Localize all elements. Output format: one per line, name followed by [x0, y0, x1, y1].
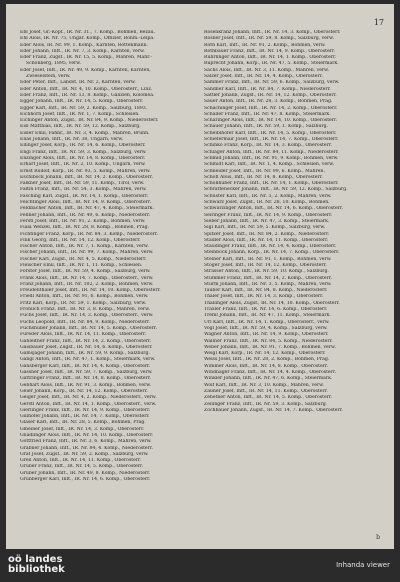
- list-item: Wolf Karl, Inft., IR. Nr. 3, 10. Komp., Mähren, verw.: [204, 382, 324, 388]
- list-item: Ellinger Josef, Korp., IR. Nr. 14, 6. Komp., Oberösterr.: [20, 143, 146, 149]
- list-item: Rosner Josef, Inft., IR. Nr. 59, 8. Komp., Salzburg, verw.: [204, 36, 335, 42]
- list-item: Scharinger Alois, Inft., IR. Nr. 14, 10. Komp., Oberösterr.: [204, 118, 338, 124]
- list-item: Forster Josef, Inft., IR. Nr. 59, 4. Komp., Salzburg, verw.: [20, 269, 151, 275]
- list-item: Ebl Josef, Gr.-Kopf., IR. Nr. 31., 7. Komp., Böhmen, Bezau.: [20, 30, 156, 35]
- list-item: Eichinger Anton, Zugsf., IR. Nr. 84, 9. Komp., Niederösterr.: [20, 118, 159, 124]
- right-column: [204, 30, 386, 414]
- logo-line-2: bibliothek: [8, 564, 65, 575]
- list-item: Zeilinger Franz, Inft., IR. Nr. 59, 3. Komp., Salzburg.: [204, 401, 328, 407]
- list-item: Eichhorn Josef, Inft., IR. Nr. 1, 7. Komp., Schlesien.: [20, 111, 140, 117]
- list-item: Schiefermair Josef, Inft., IR. Nr. 14, 7. Komp., Oberösterr.: [204, 137, 339, 143]
- list-item: Schmid Johann, Inft., IR. Nr. 91, 9. Komp., Böhmen, verw.: [204, 155, 339, 161]
- list-item: Schmidt Karl, Inft., IR. Nr. 1, 4. Komp., Schlesien, verw.: [204, 162, 335, 168]
- list-item: Gierlinger Franz, Inft., IR. Nr. 14, 9. Komp., Oberösterr.: [20, 407, 151, 413]
- list-item: Url Karl, Inft., IR. Nr. 14, 1. Komp., Oberösterr., verw.: [204, 319, 330, 325]
- list-item: Fuchshuber Johann, Inft., IR. Nr. 14, 5. Komp., Oberösterr.: [20, 325, 157, 331]
- list-item: Sandner Karl, Inft., IR. Nr. 84, 7. Komp., Niederösterr.: [204, 86, 331, 92]
- list-item: Eder Franz, Inft., IR. Nr. 13, 8. Komp., Galizien, Kolomea.: [20, 92, 155, 98]
- list-item: Fink Georg, Inft., IR. Nr. 14, 12. Komp., Oberösterr.: [20, 237, 141, 243]
- list-item: Schinko Franz, Korp., IR. Nr. 14, 3. Komp., Oberösterr.: [204, 143, 332, 149]
- list-item: Treml Johann, Inft., IR. Nr. 47, 11. Komp., Steiermark.: [204, 313, 331, 319]
- list-item: Wagner Anton, Inft., IR. Nr. 14, 9. Komp., Oberösterr.: [204, 332, 329, 338]
- list-item: Stadler Alois, Inft., IR. Nr. 14, 11. Komp., Oberösterr.: [204, 237, 329, 243]
- list-item: Wallner Franz, Inft., IR. Nr. 84, 5. Komp., Niederösterr.: [204, 338, 333, 344]
- left-column: [20, 30, 202, 483]
- list-item: Eder Franz, Zugsf., IR. Nr. 15, 5. Komp., Mähren, Mähr.-: [20, 55, 152, 61]
- list-item: Steinbock Johann, Korp., IR. Nr. 14, 7. Komp., Oberösterr.: [204, 250, 340, 256]
- list-item: Greil Anton, Inft., IR. Nr. 14, 11. Komp., Oberösterr.: [20, 458, 142, 464]
- list-item: Egger Johann, Inft., IR. Nr. 14, 5. Komp., Oberösterr.: [20, 99, 144, 105]
- list-item: Gahleitner Franz, Inft., IR. Nr. 14, 2. Komp., Oberösterr.: [20, 338, 152, 344]
- list-item: Sturm Johann, Inft., IR. Nr. 3, 5. Komp., Mähren, verw.: [204, 281, 332, 287]
- list-item: Faltin Franz, Inft., IR. Nr. 54, 3. Komp., Mähren, verw.: [20, 187, 147, 193]
- list-item: Enzinger Alois, Inft., IR. Nr. 14, 8. Komp., Oberösterr.: [20, 155, 146, 161]
- list-item: Friedl Anton, Inft., IR. Nr. 91, 6. Komp., Böhmen, verw.: [20, 294, 149, 300]
- logo-line-1: oö landes: [8, 554, 63, 565]
- list-item: Weber Johann, Inft., IR. Nr. 91, 7. Komp., Böhmen, verw.: [204, 344, 336, 350]
- list-item: Schaller Franz, Inft., IR. Nr. 47, 8. Komp., Steiermark.: [204, 111, 331, 117]
- list-item: Frank Alois, Inft., IR. Nr. 14, 7. Komp., Oberösterr., verw.: [20, 275, 154, 281]
- list-item: Sachs Alois, Inft., IR. Nr. 3, 11. Komp., Mähren, verw.: [204, 67, 329, 73]
- list-item: Fasching Karl, Zugsf., IR. Nr. 14, 1. Komp., Oberösterr.: [20, 193, 149, 199]
- list-item: Eder Johann, Inft., IR. Nr. 7, 3. Komp., Kärnten, verw.: [20, 48, 145, 54]
- list-item: Fröhlich Franz, Inft., IR. Nr. 3, 8. Komp., Mähren, verw.: [20, 307, 150, 313]
- list-item: Weiss Josef, Inft., IR. Nr. 28, 2. Komp., Böhmen, Prag.: [204, 357, 330, 363]
- list-item: Zöchbauer Johann, Zugsf., IR. Nr. 14, 7. Komp., Oberösterr.: [204, 407, 343, 413]
- page-number: 17: [373, 18, 384, 27]
- list-item: Rührlinger Anton, Inft., IR. Nr. 14, 1. Komp., Oberösterr.: [204, 55, 337, 61]
- list-item: Wimmer Alois, Inft., IR. Nr. 14, 8. Komp., Oberösterr.: [204, 363, 329, 369]
- list-item: Schrattenecker Johann, Inft., IR. Nr. 59, 12. Komp., Salzburg.: [204, 187, 348, 193]
- list-item: Schachinger Josef, Inft., IR. Nr. 14, 2. Komp., Oberösterr.: [204, 105, 338, 111]
- list-item: Gerstl Anton, Inft., IR. Nr. 14, 1. Komp., Oberösterr., verw.: [20, 401, 157, 407]
- list-item: Eder Peter, Inft., Landst. IR. Nr. 2, Kärnten, verw.: [20, 80, 136, 86]
- list-item: Eder Josef, Inft., IR. Nr. 49, 9. Komp., Kärnten, Kärnten,: [20, 67, 151, 73]
- list-item: Fichtinger Franz, Korp., IR. Nr. 84, 3. Komp., Niederösterr.: [20, 231, 159, 237]
- list-item: Schuster Karl, Inft., IR. Nr. 3, 2. Komp., Mähren, verw.: [204, 193, 332, 199]
- list-item: Sigl Karl, Inft., IR. Nr. 59, 5. Komp., Salzburg, verw.: [204, 225, 326, 231]
- list-item: Sieber Johann, Inft., IR. Nr. 47, 3. Komp., Steiermark.: [204, 218, 330, 224]
- list-item: Füreder Alois, Inft., IR. Nr. 14, 11. Komp., Oberösterr.: [20, 332, 147, 338]
- list-item: Weigl Karl, Korp., IR. Nr. 14, 12. Komp., Oberösterr.: [204, 351, 326, 357]
- list-item: Schwarzinger Anton, Inft., IR. Nr. 14, 6. Komp., Oberösterr.: [204, 206, 344, 212]
- list-item: Rothbauer Franz, Inft., IR. Nr. 14, 9. Komp., Oberösterr.: [204, 48, 336, 54]
- list-item: Schöllhuber Franz, Inft., IR. Nr. 14, 1. Komp., Oberösterr.: [204, 181, 339, 187]
- list-item: Rosenkranz Johann, Inft., IR. Nr. 14, 3. Komp., Oberösterr.: [204, 30, 341, 35]
- list-item: Stöger Josef, Inft., IR. Nr. 14, 12. Komp., Oberösterr.: [204, 262, 327, 268]
- list-item: Schauer Johann, Inft., IR. Nr. 59, 1. Komp., Salzburg.: [204, 124, 329, 130]
- list-item: Fischer Karl, Zugsf., IR. Nr. 4, 5. Komp., Niederösterr.: [20, 256, 147, 262]
- list-item: Fischer Johann, Inft., IR. Nr. 99, 7. Komp., Mähren, verw.: [20, 250, 154, 256]
- list-item: Seiringer Franz, Inft., IR. Nr. 14, 9. Komp., Oberösterr.: [204, 212, 333, 218]
- list-item: Graf Josef, Zugsf., IR. Nr. 59, 2. Komp., Salzburg, verw.: [20, 451, 149, 457]
- list-item: Windhager Franz, Inft., IR. Nr. 14, 4. Komp., Oberösterr.: [204, 370, 336, 376]
- list-item: Franz Johann, Inft., IR. Nr. 102, 2. Komp., Böhmen, verw.: [20, 281, 154, 287]
- list-item: Grabner Johann, Inft., IR. Nr. 84, 4. Komp., Niederösterr.: [20, 445, 154, 451]
- list-item: Salzer Josef, Inft., IR. Nr. 14, 4. Komp., Oberösterr.: [204, 74, 323, 80]
- list-item: Ernst Rudolf, Korp., IR. Nr. 93, 5. Komp., Mähren, verw.: [20, 168, 151, 174]
- list-item: Stummer Franz, Inft., IR. Nr. 14, 2. Komp., Oberösterr.: [204, 275, 332, 281]
- list-item: Gnadlinger Alois, Inft., IR. Nr. 14, 10. Komp., Oberösterr.: [20, 433, 154, 438]
- viewer-label[interactable]: Inhanda viewer: [336, 561, 390, 569]
- list-item: Ehl Alois, IR. Nr. 75, Ungar. Komp., Offizier, Böhm.-Leipa.: [20, 36, 155, 42]
- list-item: Schönberg, 1895, verw.: [26, 61, 82, 67]
- list-item: Fuchs Josef, Inft., IR. Nr. 14, 3. Komp., Oberösterr., verw.: [20, 313, 154, 319]
- list-item: Gaisbauer Josef, Zugsf., IR. Nr. 14, 6. Komp., Oberösterr.: [20, 344, 153, 350]
- list-item: Freudenthaler Josef, Inft., IR. Nr. 14, 10. Komp., Oberösterr.: [20, 288, 161, 294]
- list-item: Falkner Josef, Inft., IR. Nr. 59, 11. Komp., Tirol, verw.: [20, 181, 145, 187]
- list-item: Eisl Matthias, Inft., IR. Nr. 59, 12. Komp., Salzburg.: [20, 124, 141, 130]
- list-item: Thallinger Alois, Zugsf., IR. Nr. 14, 10. Komp., Oberösterr.: [204, 300, 340, 306]
- list-item: Roth Karl, Inft., IR. Nr. 91, 2. Komp., Böhmen, verw.: [204, 42, 326, 48]
- list-item: Gruber Franz, Inft., IR. Nr. 14, 5. Komp., Oberösterr.: [20, 464, 144, 470]
- list-item: Tauber Karl, Inft., IR. Nr. 84, 8. Komp., Niederösterr.: [204, 288, 328, 294]
- list-item: Gottfried Franz, Inft., IR. Nr. 3, 6. Komp., Mähren, verw.: [20, 439, 152, 445]
- list-item: Sattler Johann, Zugsf., IR. Nr. 14, 12. Komp., Oberösterr.: [204, 92, 337, 98]
- list-item: Eder Alois, IR. Nr. 99, 1. Komp., Kärnten, Rottenmann.: [20, 42, 148, 48]
- list-item: Staudinger Franz, Inft., IR. Nr. 14, 4. Komp., Oberösterr.: [204, 244, 337, 250]
- list-item: Glaser Karl, Inft., IR. Nr. 28, 5. Komp., Böhmen, Prag.: [20, 420, 146, 426]
- signature-mark: b: [376, 534, 380, 541]
- list-item: Traxler Franz, Inft., IR. Nr. 14, 6. Komp., Oberösterr.: [204, 307, 328, 313]
- list-item: Egger Karl, Inft., IR. Nr. 59, 2. Komp., Salzburg, 1893.: [20, 105, 148, 111]
- document-page: [6, 4, 394, 549]
- list-item: Sauer Anton, Inft., IR. Nr. 28, 3. Komp., Böhmen, Prag.: [204, 99, 333, 105]
- list-item: Winkler Johann, Inft., IR. Nr. 47, 6. Komp., Steiermark.: [204, 376, 333, 382]
- list-item: Gillhofer Johann, Inft., IR. Nr. 14, 7. Komp., Oberösterr.: [20, 414, 150, 420]
- list-item: Eisler Emil, Fähnr., IR. Nr. 3, 4. Komp., Mähren, Brünn.: [20, 130, 150, 136]
- list-item: Erhart Josef, Inft., IR. Nr. 2, 10. Komp., Ungarn, verw.: [20, 162, 146, 168]
- list-item: Gamsjäger Johann, Inft., IR. Nr. 59, 9. Komp., Salzburg.: [20, 351, 150, 357]
- list-item: Fischer Anton, Inft., IR. Nr. 7, 1. Komp., Kärnten, verw.: [20, 244, 149, 250]
- list-item: Zwieselstein, verw.: [26, 74, 71, 80]
- list-item: Grünberger Karl, Inft., IR. Nr. 14, 6. Komp., Oberösterr.: [20, 477, 151, 483]
- list-item: Geiger Josef, Inft., IR. Nr. 4, 2. Komp., Niederösterr., verw.: [20, 395, 157, 401]
- list-item: Strasser Anton, Inft., IR. Nr. 59, 10. Komp., Salzburg.: [204, 269, 329, 275]
- list-item: Eder Anton, Inft., IR. Nr. 4, 10. Komp., Oberösterr., Linz.: [20, 86, 153, 92]
- list-item: Fellner Johann, Inft., IR. Nr. 49, 6. Komp., Niederösterr.: [20, 212, 151, 218]
- list-item: Geier Johann, Korp., IR. Nr. 14, 12. Komp., Oberösterr.: [20, 388, 148, 394]
- library-logo[interactable]: [8, 555, 65, 575]
- list-item: Feichtinger Alois, Inft., IR. Nr. 14, 9. Komp., Oberösterr.: [20, 200, 152, 206]
- list-item: Thaler Josef, Inft., IR. Nr. 14, 3. Komp., Oberösterr.: [204, 294, 324, 300]
- list-item: Gmeiner Josef, Inft., IR. Nr. 14, 3. Komp., Oberösterr.: [20, 426, 145, 432]
- list-item: Gangl Anton, Inft., IR. Nr. 47, 1. Komp., Steiermark, verw.: [20, 357, 156, 363]
- list-item: Ferstl Josef, Inft., IR. Nr. 91, 2. Komp., Böhmen, verw.: [20, 218, 146, 224]
- list-item: Scheiblhofer Karl, Inft., IR. Nr. 14, 5. Komp., Oberösterr.: [204, 130, 337, 136]
- list-item: Gassner Josef, Inft., IR. Nr. 59, 7. Komp., Salzburg, verw.: [20, 370, 153, 376]
- list-item: Zehetner Anton, Inft., IR. Nr. 14, 5. Komp., Oberösterr.: [204, 395, 333, 401]
- list-item: Fiala Wenzel, Inft., IR. Nr. 28, 8. Komp., Böhmen, Prag.: [20, 225, 149, 231]
- list-item: Fuchs Leopold, Inft., IR. Nr. 84, 9. Komp., Niederösterr.: [20, 319, 151, 325]
- viewer-bar: [0, 550, 400, 582]
- list-item: Spitzer Josef, Inft., IR. Nr. 84, 2. Komp., Niederösterr.: [204, 231, 330, 237]
- list-item: Schöfl Alois, Inft., IR. Nr. 14, 8. Komp., Oberösterr.: [204, 174, 323, 180]
- list-item: Engl Franz, Inft., IR. Nr. 59, 3. Komp., Salzburg, verw.: [20, 149, 147, 155]
- list-item: Gansberger Karl, Inft., IR. Nr. 14, 4. Komp., Oberösterr.: [20, 363, 151, 369]
- list-item: Schwarz Josef, Zugsf., IR. Nr. 28, 10. Komp., Böhmen.: [204, 200, 330, 206]
- list-item: Zauner Josef, Inft., IR. Nr. 14, 11. Komp., Oberösterr.: [204, 388, 328, 394]
- list-item: Steiner Karl, Inft., IR. Nr. 91, 1. Komp., Böhmen, verw.: [204, 256, 332, 262]
- list-item: Fleischer Emil, Inft., IR. Nr. 1, 11. Komp., Schlesien.: [20, 262, 143, 268]
- list-item: Elias Johann, Inft., IR. Nr. 38, Ungarn, verw.: [20, 137, 124, 143]
- list-item: Sammer Franz, Inft., IR. Nr. 59, 6. Komp., Salzburg, verw.: [204, 80, 340, 86]
- list-item: Gattringer Franz, Inft., IR. Nr. 14, 8. Komp., Oberösterr.: [20, 376, 152, 382]
- list-item: Schlager Anton, Inft., IR. Nr. 84, 11. Komp., Niederösterr.: [204, 149, 339, 155]
- list-item: Vogl Josef, Inft., IR. Nr. 59, 4. Komp., Salzburg, verw.: [204, 325, 328, 331]
- list-item: Eschlböck Johann, Inft., IR. Nr. 14, 2. Komp., Oberösterr.: [20, 174, 153, 180]
- list-item: Gruber Johann, Inft., IR. Nr. 49, 8. Komp., Niederösterr.: [20, 470, 151, 476]
- list-item: Fritz Karl, Korp., IR. Nr. 59, 1. Komp., Salzburg, verw.: [20, 300, 147, 306]
- list-item: Gebhart Alois, Inft., IR. Nr. 91, 3. Komp., Böhmen, verw.: [20, 382, 152, 388]
- list-item: Feldbacher Anton, Inft., IR. Nr. 47, 4. Komp., Steiermark.: [20, 206, 154, 212]
- list-item: Ruprecht Johann, Korp., IR. Nr. 47, 5. Komp., Steiermark.: [204, 61, 339, 67]
- list-item: Schneider Josef, Inft., IR. Nr. 99, 6. Komp., Mähren.: [204, 168, 325, 174]
